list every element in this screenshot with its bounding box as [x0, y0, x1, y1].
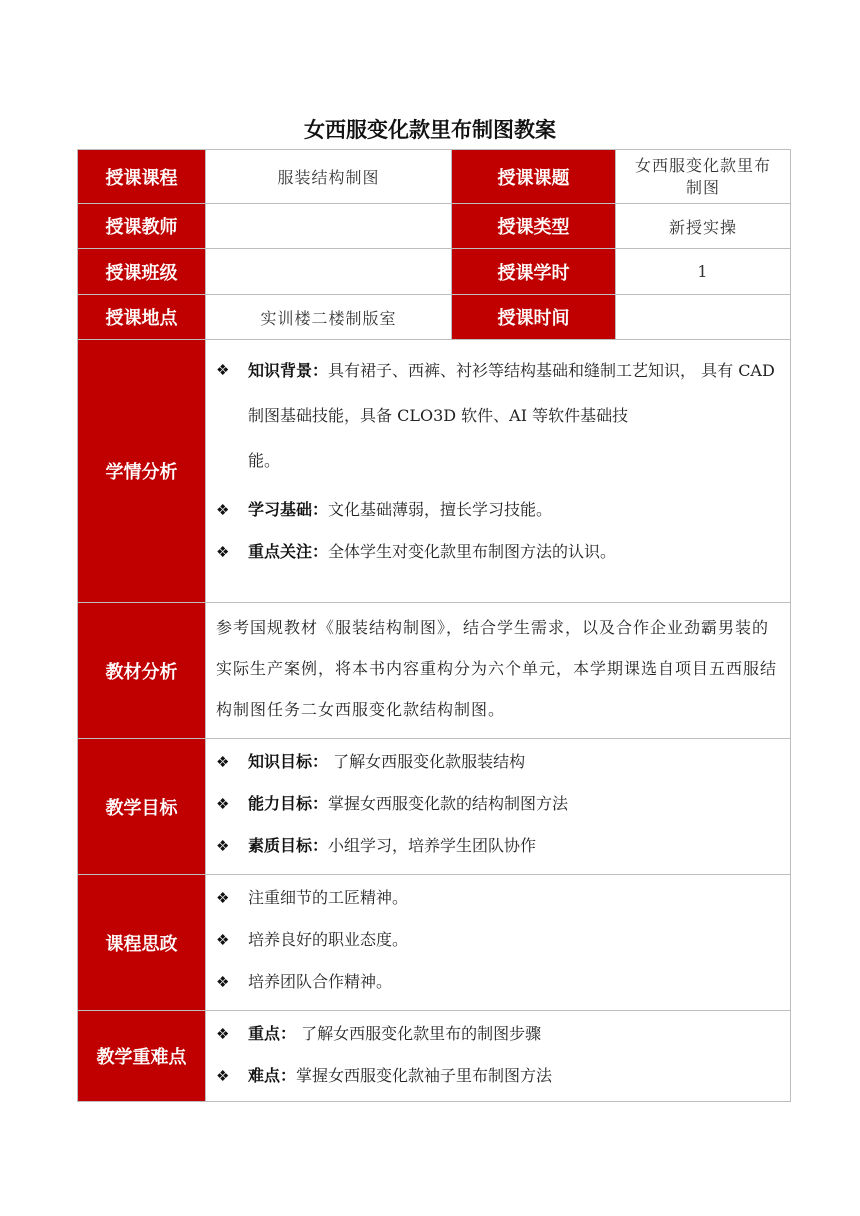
list-item [216, 967, 780, 997]
list-item [216, 495, 780, 525]
bullet-text: 注重细节的工匠精神。 [248, 888, 409, 907]
bullet-key: 重点： [248, 1024, 297, 1043]
bullet-icon: ❖ [216, 889, 230, 907]
teacher-label: 授课教师 [78, 204, 206, 249]
ideology-content [206, 875, 791, 1011]
bullet-icon: ❖ [216, 973, 230, 991]
bullet-text: 全体学生对变化款里布制图方法的认识。 [328, 542, 617, 561]
materials-content [206, 603, 791, 739]
hours-value: 1 [616, 249, 791, 295]
table-row [78, 295, 791, 340]
place-label: 授课地点 [78, 295, 206, 340]
bullet-text: 培养良好的职业态度。 [248, 930, 409, 949]
analysis-label: 学情分析 [78, 340, 206, 603]
table-row [78, 204, 791, 249]
teacher-value [206, 204, 452, 249]
bullet-icon: ❖ [216, 931, 230, 949]
goals-label: 教学目标 [78, 739, 206, 875]
hours-label: 授课学时 [452, 249, 616, 295]
bullet-icon: ❖ [216, 1025, 230, 1043]
list-item [216, 1019, 780, 1049]
list-item [216, 1061, 780, 1091]
bullet-icon: ❖ [216, 501, 230, 519]
bullet-key: 学习基础： [248, 500, 329, 519]
table-row [78, 739, 791, 875]
list-item [216, 883, 780, 913]
list-item [216, 348, 780, 483]
bullet-text: 文化基础薄弱，擅长学习技能。 [328, 500, 553, 519]
ideology-label: 课程思政 [78, 875, 206, 1011]
list-item [216, 831, 780, 861]
bullet-key: 能力目标： [248, 794, 329, 813]
time-value [616, 295, 791, 340]
topic-label: 授课课题 [452, 150, 616, 204]
bullet-icon: ❖ [216, 837, 230, 855]
list-item [216, 789, 780, 819]
list-item [216, 925, 780, 955]
keypoints-content [206, 1011, 791, 1102]
table-row [78, 875, 791, 1011]
bullet-text: 小组学习，培养学生团队协作 [328, 836, 537, 855]
type-value: 新授实操 [616, 204, 791, 249]
class-value [206, 249, 452, 295]
course-label: 授课课程 [78, 150, 206, 204]
place-value: 实训楼二楼制版室 [206, 295, 452, 340]
bullet-icon: ❖ [216, 361, 230, 379]
bullet-key: 知识背景： [248, 361, 329, 380]
list-item [216, 537, 780, 567]
bullet-text: 掌握女西服变化款袖子里布制图方法 [296, 1066, 553, 1085]
table-row [78, 150, 791, 204]
lesson-plan-table [77, 149, 791, 1102]
table-row [78, 603, 791, 739]
bullet-text: 具有裙子、西裤、衬衫等结构基础和缝制工艺知识， 具有 CAD 制图基础技能，具备 CLO3D 软件、AI 等软件基础技 [248, 361, 775, 425]
bullet-key: 知识目标： [248, 752, 329, 771]
course-value: 服装结构制图 [206, 150, 452, 204]
analysis-content [206, 340, 791, 603]
bullet-key: 难点： [248, 1066, 297, 1085]
bullet-icon: ❖ [216, 753, 230, 771]
table-row [78, 249, 791, 295]
materials-label: 教材分析 [78, 603, 206, 739]
bullet-text: 了解女西服变化款里布的制图步骤 [296, 1024, 542, 1043]
table-row [78, 340, 791, 603]
bullet-text: 培养团队合作精神。 [248, 972, 393, 991]
type-label: 授课类型 [452, 204, 616, 249]
bullet-key: 重点关注： [248, 542, 329, 561]
table-row [78, 1011, 791, 1102]
time-label: 授课时间 [452, 295, 616, 340]
materials-text: 参考国规教材《服装结构制图》，结合学生需求，以及合作企业劲霸男装的实际生产案例，将本书内容重构分为六个单元，本学期课选自项目五西服结构制图任务二女西服变化款结构制图。 [216, 618, 778, 719]
keypoints-label: 教学重难点 [78, 1011, 206, 1102]
goals-content [206, 739, 791, 875]
page-title: 女西服变化款里布制图教案 [304, 118, 556, 142]
topic-value: 女西服变化款里布制图 [616, 150, 791, 204]
bullet-text: 了解女西服变化款服装结构 [328, 752, 526, 771]
bullet-text-extra: 能。 [248, 451, 281, 470]
bullet-icon: ❖ [216, 1067, 230, 1085]
bullet-icon: ❖ [216, 795, 230, 813]
class-label: 授课班级 [78, 249, 206, 295]
bullet-icon: ❖ [216, 543, 230, 561]
bullet-text: 掌握女西服变化款的结构制图方法 [328, 794, 569, 813]
list-item [216, 747, 780, 777]
bullet-key: 素质目标： [248, 836, 329, 855]
